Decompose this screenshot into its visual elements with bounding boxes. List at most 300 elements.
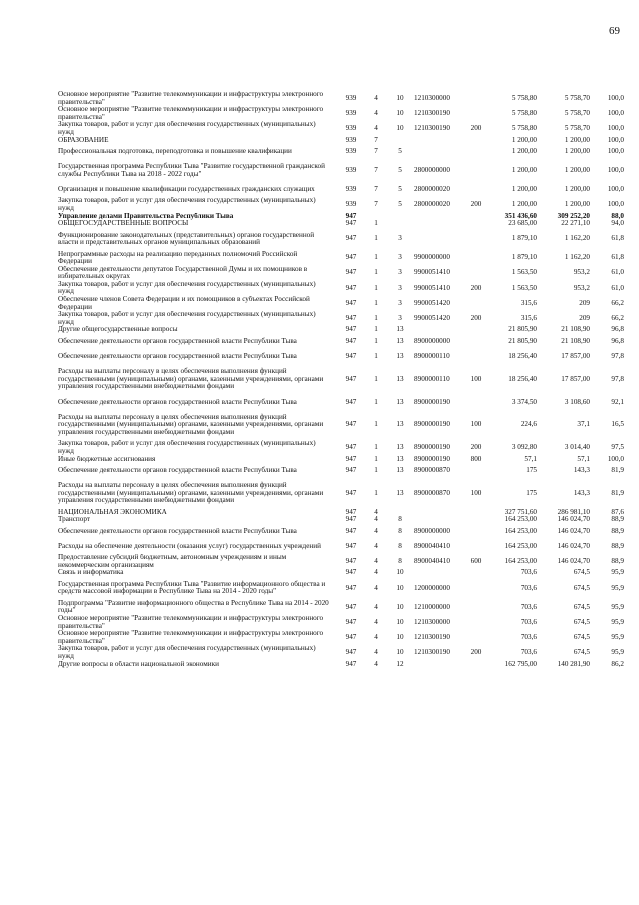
row-percent: 81,9 (611, 465, 624, 474)
row-name: Предоставление субсидий бюджетным, автономным учреждениям и иным некоммерческим организациям (58, 554, 287, 569)
row-section: 4 (374, 93, 378, 102)
row-percent: 88,0 (611, 212, 624, 220)
row-planned-amount: 703,6 (520, 583, 537, 592)
row-executed-amount: 146 024,70 (557, 516, 590, 524)
row-executed-amount: 146 024,70 (557, 526, 590, 535)
row-section: 1 (374, 234, 378, 243)
row-subsection: 13 (396, 326, 404, 334)
row-executed-amount: 5 758,70 (564, 124, 590, 133)
row-grbs-code: 947 (345, 557, 357, 566)
table-row (58, 137, 624, 145)
row-name: Иные бюджетные ассигнования (58, 455, 156, 463)
row-grbs-code: 947 (345, 314, 357, 323)
row-executed-amount: 143,3 (573, 488, 590, 497)
row-name: НАЦИОНАЛЬНАЯ ЭКОНОМИКА (58, 508, 167, 516)
row-name: Закупка товаров, работ и услуг для обеспечения государственных (муниципальных) нужд (58, 311, 316, 326)
row-name: Обеспечение членов Совета Федерации и их помощников в субъектах Российской Федерации (58, 296, 310, 311)
table-row (58, 251, 624, 266)
row-target-code: 9900051420 (414, 314, 450, 323)
table-row (58, 463, 624, 478)
row-name: Организация и повышение квалификации государственных гражданских служащих (58, 184, 315, 193)
row-target-code: 8900040410 (414, 541, 450, 550)
row-subsection: 13 (396, 443, 404, 452)
row-grbs-code: 947 (345, 268, 357, 277)
row-planned-amount: 5 758,80 (511, 108, 537, 117)
row-expense-type: 100 (470, 488, 482, 497)
row-executed-amount: 674,5 (573, 583, 590, 592)
table-row (58, 539, 624, 554)
row-executed-amount: 1 200,00 (564, 146, 590, 155)
row-name: Связь и информатика (58, 569, 124, 577)
row-expense-type (466, 182, 486, 197)
row-grbs-code: 947 (345, 234, 357, 243)
row-subsection: 10 (396, 569, 404, 577)
row-section: 4 (374, 541, 378, 550)
row-target-code: 8900000110 (414, 374, 450, 383)
row-expense-type: 200 (470, 648, 482, 657)
table-row (58, 228, 624, 251)
row-planned-amount: 164 253,00 (504, 541, 537, 550)
row-grbs-code: 939 (345, 108, 357, 117)
row-name: Обеспечение деятельности органов государственной власти Республики Тыва (58, 465, 297, 474)
row-subsection: 10 (396, 602, 404, 611)
row-grbs-code: 947 (345, 465, 357, 474)
row-executed-amount: 309 252,20 (557, 212, 590, 220)
row-executed-amount: 674,5 (573, 602, 590, 611)
row-section: 1 (374, 465, 378, 474)
table-row (58, 220, 624, 228)
row-expense-type: 200 (470, 314, 482, 323)
row-section: 1 (374, 352, 378, 361)
row-target-code (414, 213, 466, 221)
row-name: Расходы на выплаты персоналу в целях обеспечения выполнения функций государственными (муниципальными) органами, казенными учреждениями, органами управления государственными внебюджетными фондами (58, 367, 324, 391)
row-planned-amount: 175 (526, 488, 537, 497)
row-section: 1 (374, 253, 378, 262)
row-name: Непрограммные расходы на реализацию переданных полномочий Российской Федерации (58, 250, 298, 266)
row-expense-type: 100 (470, 374, 482, 383)
row-percent: 88,9 (611, 541, 624, 550)
row-percent: 88,9 (611, 557, 624, 566)
row-expense-type (466, 395, 486, 410)
row-subsection (386, 137, 414, 145)
row-grbs-code: 947 (345, 352, 357, 361)
row-target-code: 1210300190 (414, 633, 450, 642)
row-executed-amount: 146 024,70 (557, 557, 590, 566)
row-percent: 100,0 (607, 108, 624, 117)
row-section: 4 (374, 617, 378, 626)
row-target-code: 9900051410 (414, 268, 450, 277)
row-name: Профессиональная подготовка, переподготовка и повышение квалификации (58, 146, 292, 155)
row-subsection: 3 (398, 268, 402, 277)
row-expense-type (466, 296, 486, 311)
row-planned-amount: 164 253,00 (504, 557, 537, 566)
row-planned-amount: 57,1 (524, 455, 537, 463)
table-row (58, 334, 624, 349)
row-percent: 100,0 (607, 136, 624, 144)
row-percent: 95,9 (611, 648, 624, 657)
row-percent: 100,0 (607, 455, 624, 463)
row-grbs-code: 947 (345, 220, 357, 228)
row-target-code (414, 137, 466, 145)
row-executed-amount: 1 162,20 (564, 234, 590, 243)
row-section: 4 (374, 108, 378, 117)
row-planned-amount: 21 805,90 (508, 336, 537, 345)
row-percent: 87,6 (611, 508, 624, 516)
row-section: 7 (374, 136, 378, 144)
row-section: 1 (374, 488, 378, 497)
table-row (58, 509, 624, 517)
row-executed-amount: 209 (579, 314, 590, 323)
row-percent: 86,2 (611, 660, 624, 668)
row-planned-amount: 703,6 (520, 617, 537, 626)
row-subsection: 10 (396, 633, 404, 642)
table-row (58, 600, 624, 615)
row-percent: 95,9 (611, 633, 624, 642)
table-row (58, 630, 624, 645)
row-name: Обеспечение деятельности органов государственной власти Республики Тыва (58, 526, 297, 535)
table-row (58, 106, 624, 121)
row-executed-amount: 674,5 (573, 569, 590, 577)
row-name: Функционирование законодательных (представительных) органов государственной власти и представительных органов муниципальных образований (58, 230, 315, 247)
row-percent: 100,0 (607, 184, 624, 193)
row-planned-amount: 327 751,60 (504, 508, 537, 516)
row-section: 1 (374, 420, 378, 429)
row-grbs-code: 947 (345, 420, 357, 429)
table-row (58, 281, 624, 296)
table-row (58, 311, 624, 326)
row-grbs-code: 947 (345, 336, 357, 345)
row-target-code (414, 144, 466, 159)
table-row (58, 456, 624, 464)
row-subsection: 3 (398, 253, 402, 262)
page-number: 69 (609, 25, 620, 37)
row-percent: 97,8 (611, 352, 624, 361)
row-planned-amount: 1 563,50 (511, 283, 537, 292)
table-row (58, 410, 624, 440)
row-planned-amount: 1 200,00 (511, 200, 537, 209)
row-planned-amount: 703,6 (520, 602, 537, 611)
row-target-code: 8900000110 (414, 352, 450, 361)
row-name: ОБРАЗОВАНИЕ (58, 136, 109, 144)
row-subsection: 13 (396, 374, 404, 383)
row-executed-amount: 286 981,10 (557, 508, 590, 516)
table-row (58, 516, 624, 524)
row-planned-amount: 3 092,80 (511, 443, 537, 452)
row-percent: 61,0 (611, 268, 624, 277)
row-name: Подпрограмма "Развитие информационного общества в Республике Тыва на 2014 - 2020 годы" (58, 599, 329, 615)
row-section: 1 (374, 298, 378, 307)
row-expense-type (466, 509, 486, 517)
row-name: Закупка товаров, работ и услуг для обеспечения государственных (муниципальных) нужд (58, 197, 316, 212)
row-executed-amount: 674,5 (573, 633, 590, 642)
row-expense-type: 600 (470, 557, 482, 566)
table-row (58, 524, 624, 539)
row-executed-amount: 21 108,90 (561, 326, 590, 334)
row-planned-amount: 224,6 (520, 420, 537, 429)
row-section: 4 (374, 557, 378, 566)
row-expense-type (466, 630, 486, 645)
table-row (58, 661, 624, 669)
row-expense-type (466, 516, 486, 524)
row-name: Основное мероприятие "Развитие телекоммуникации и инфраструктуры электронного правительства" (58, 615, 324, 630)
row-planned-amount: 315,6 (520, 314, 537, 323)
row-name: Закупка товаров, работ и услуг для обеспечения государственных (муниципальных) нужд (58, 440, 316, 455)
table-row (58, 326, 624, 334)
row-section: 7 (374, 165, 378, 174)
row-grbs-code: 947 (345, 602, 357, 611)
row-subsection: 3 (398, 314, 402, 323)
row-expense-type (466, 349, 486, 364)
row-target-code: 1210300190 (414, 124, 450, 133)
row-percent: 95,9 (611, 583, 624, 592)
row-planned-amount: 351 436,60 (504, 212, 537, 220)
row-section: 4 (374, 602, 378, 611)
table-row (58, 159, 624, 182)
row-name: Закупка товаров, работ и услуг для обеспечения государственных (муниципальных) нужд (58, 121, 316, 136)
row-grbs-code: 947 (345, 397, 357, 406)
row-section: 1 (374, 374, 378, 383)
row-name: Закупка товаров, работ и услуг для обеспечения государственных (муниципальных) нужд (58, 280, 316, 296)
row-target-code: 9900051420 (414, 298, 450, 307)
row-executed-amount: 1 200,00 (564, 136, 590, 144)
row-target-code: 9900000000 (414, 253, 450, 262)
row-section: 1 (374, 336, 378, 345)
row-subsection: 5 (398, 184, 402, 193)
row-expense-type (466, 106, 486, 121)
row-executed-amount: 5 758,70 (564, 108, 590, 117)
row-name: Расходы на выплаты персоналу в целях обеспечения выполнения функций государственными (муниципальными) органами, казенными учреждениями, органами управления государственными внебюджетными фондами (58, 412, 324, 436)
row-name: Расходы на выплаты персоналу в целях обеспечения выполнения функций государственными (муниципальными) органами, казенными учреждениями, органами управления государственными внебюджетными фондами (58, 481, 324, 505)
row-grbs-code: 947 (345, 298, 357, 307)
row-section: 1 (374, 397, 378, 406)
row-grbs-code: 939 (345, 136, 357, 144)
row-target-code: 8900000000 (414, 526, 450, 535)
table-row (58, 554, 624, 569)
row-grbs-code: 939 (345, 146, 357, 155)
row-target-code: 8900000000 (414, 336, 450, 345)
row-subsection (386, 509, 414, 517)
table-row (58, 349, 624, 364)
row-name: Управление делами Правительства Республики Тыва (58, 212, 234, 220)
row-section: 4 (374, 660, 378, 668)
row-subsection: 3 (398, 298, 402, 307)
row-expense-type: 200 (470, 443, 482, 452)
row-section: 7 (374, 146, 378, 155)
row-section: 1 (374, 443, 378, 452)
row-percent: 97,8 (611, 374, 624, 383)
table-body (58, 91, 624, 668)
row-name: Основное мероприятие "Развитие телекоммуникации и инфраструктуры электронного правительства" (58, 106, 324, 121)
row-section: 1 (374, 455, 378, 463)
row-section: 4 (374, 516, 378, 524)
row-target-code: 1210300190 (414, 108, 450, 117)
row-percent: 95,9 (611, 569, 624, 577)
row-subsection: 12 (396, 660, 404, 668)
row-subsection: 3 (398, 283, 402, 292)
row-target-code (414, 326, 466, 334)
row-percent: 100,0 (607, 165, 624, 174)
row-planned-amount: 5 758,80 (511, 93, 537, 102)
row-subsection: 8 (398, 516, 402, 524)
row-percent: 95,9 (611, 602, 624, 611)
row-planned-amount: 23 685,00 (508, 220, 537, 228)
row-executed-amount: 674,5 (573, 648, 590, 657)
row-section: 1 (374, 283, 378, 292)
row-target-code: 8900040410 (414, 557, 450, 566)
row-subsection: 13 (396, 465, 404, 474)
row-grbs-code: 939 (345, 93, 357, 102)
row-target-code: 1210300000 (414, 617, 450, 626)
row-target-code: 1200000000 (414, 583, 450, 592)
row-executed-amount: 1 200,00 (564, 184, 590, 193)
row-percent: 61,0 (611, 283, 624, 292)
row-percent: 97,5 (611, 443, 624, 452)
row-executed-amount: 3 108,60 (564, 397, 590, 406)
table-row (58, 182, 624, 197)
row-percent: 100,0 (607, 93, 624, 102)
row-grbs-code: 947 (345, 633, 357, 642)
row-percent: 66,2 (611, 298, 624, 307)
row-section: 1 (374, 326, 378, 334)
row-grbs-code: 947 (345, 212, 357, 220)
table-row (58, 197, 624, 212)
row-subsection: 3 (398, 234, 402, 243)
table-row (58, 121, 624, 136)
row-grbs-code: 939 (345, 184, 357, 193)
row-subsection: 5 (398, 200, 402, 209)
row-planned-amount: 1 879,10 (511, 253, 537, 262)
table-row (58, 577, 624, 600)
row-executed-amount: 17 857,00 (561, 374, 590, 383)
row-grbs-code: 947 (345, 253, 357, 262)
table-row (58, 395, 624, 410)
row-expense-type (466, 539, 486, 554)
row-section: 4 (374, 124, 378, 133)
row-expense-type (466, 137, 486, 145)
row-expense-type (466, 577, 486, 600)
row-section: 7 (374, 184, 378, 193)
row-planned-amount: 18 256,40 (508, 374, 537, 383)
row-executed-amount: 3 014,40 (564, 443, 590, 452)
row-planned-amount: 1 563,50 (511, 268, 537, 277)
row-subsection: 5 (398, 146, 402, 155)
row-name: Основное мероприятие "Развитие телекоммуникации и инфраструктуры электронного правительства" (58, 630, 324, 645)
row-executed-amount: 146 024,70 (557, 541, 590, 550)
row-planned-amount: 162 795,00 (504, 660, 537, 668)
row-subsection: 5 (398, 165, 402, 174)
row-planned-amount: 315,6 (520, 298, 537, 307)
row-grbs-code: 947 (345, 455, 357, 463)
row-subsection: 10 (396, 617, 404, 626)
row-target-code: 8900000870 (414, 465, 450, 474)
table-row (58, 478, 624, 508)
row-name: Транспорт (58, 516, 91, 524)
row-expense-type: 200 (470, 124, 482, 133)
row-expense-type (466, 326, 486, 334)
row-grbs-code: 947 (345, 516, 357, 524)
row-expense-type (466, 228, 486, 251)
row-subsection: 13 (396, 336, 404, 345)
row-target-code (414, 228, 466, 251)
row-grbs-code: 939 (345, 200, 357, 209)
row-executed-amount: 22 271,10 (561, 220, 590, 228)
row-percent: 88,9 (611, 526, 624, 535)
row-executed-amount: 1 162,20 (564, 253, 590, 262)
row-percent: 16,5 (611, 420, 624, 429)
row-subsection: 10 (396, 108, 404, 117)
row-grbs-code: 947 (345, 583, 357, 592)
row-expense-type (466, 144, 486, 159)
row-subsection (386, 213, 414, 221)
row-executed-amount: 1 200,00 (564, 165, 590, 174)
row-grbs-code: 947 (345, 660, 357, 668)
row-name: Обеспечение деятельности органов государственной власти Республики Тыва (58, 397, 297, 406)
row-grbs-code: 947 (345, 374, 357, 383)
row-percent: 94,0 (611, 220, 624, 228)
row-expense-type (466, 266, 486, 281)
row-name: Расходы на обеспечение деятельности (оказания услуг) государственных учреждений (58, 541, 321, 550)
row-section: 4 (374, 526, 378, 535)
row-name: Основное мероприятие "Развитие телекоммуникации и инфраструктуры электронного правительства" (58, 91, 324, 106)
row-subsection (386, 220, 414, 228)
row-grbs-code: 947 (345, 526, 357, 535)
row-planned-amount: 164 253,00 (504, 526, 537, 535)
row-planned-amount: 3 374,50 (511, 397, 537, 406)
row-grbs-code: 947 (345, 508, 357, 516)
row-executed-amount: 140 281,90 (557, 660, 590, 668)
row-target-code (414, 220, 466, 228)
row-expense-type (466, 91, 486, 106)
row-target-code: 8900000190 (414, 443, 450, 452)
row-name: Другие вопросы в области национальной экономики (58, 660, 219, 668)
row-percent: 92,1 (611, 397, 624, 406)
table-row (58, 569, 624, 577)
row-expense-type (466, 213, 486, 221)
row-planned-amount: 21 805,90 (508, 326, 537, 334)
row-planned-amount: 164 253,00 (504, 516, 537, 524)
table-row (58, 91, 624, 106)
row-planned-amount: 1 200,00 (511, 184, 537, 193)
row-percent: 100,0 (607, 146, 624, 155)
row-subsection: 10 (396, 583, 404, 592)
row-grbs-code: 947 (345, 541, 357, 550)
row-percent: 100,0 (607, 200, 624, 209)
row-target-code: 8900000870 (414, 488, 450, 497)
row-planned-amount: 1 200,00 (511, 165, 537, 174)
row-section: 1 (374, 268, 378, 277)
row-name: Обеспечение деятельности органов государственной власти Республики Тыва (58, 352, 297, 361)
row-section: 4 (374, 633, 378, 642)
row-target-code: 2800000020 (414, 184, 450, 193)
row-expense-type (466, 159, 486, 182)
row-executed-amount: 953,2 (573, 268, 590, 277)
row-grbs-code: 947 (345, 648, 357, 657)
row-executed-amount: 21 108,90 (561, 336, 590, 345)
row-executed-amount: 17 857,00 (561, 352, 590, 361)
row-grbs-code: 947 (345, 283, 357, 292)
row-target-code: 9900051410 (414, 283, 450, 292)
row-section (366, 213, 386, 221)
row-name: Государственная программа Республики Тыва "Развитие информационного общества и средств массовой информации в Республике Тыва на 2014 - 2020 годы" (58, 579, 326, 596)
row-subsection: 13 (396, 488, 404, 497)
row-grbs-code: 939 (345, 124, 357, 133)
row-target-code: 8900000190 (414, 397, 450, 406)
row-executed-amount: 953,2 (573, 283, 590, 292)
row-executed-amount: 57,1 (577, 455, 590, 463)
row-subsection: 13 (396, 420, 404, 429)
row-subsection: 8 (398, 526, 402, 535)
row-executed-amount: 37,1 (577, 420, 590, 429)
